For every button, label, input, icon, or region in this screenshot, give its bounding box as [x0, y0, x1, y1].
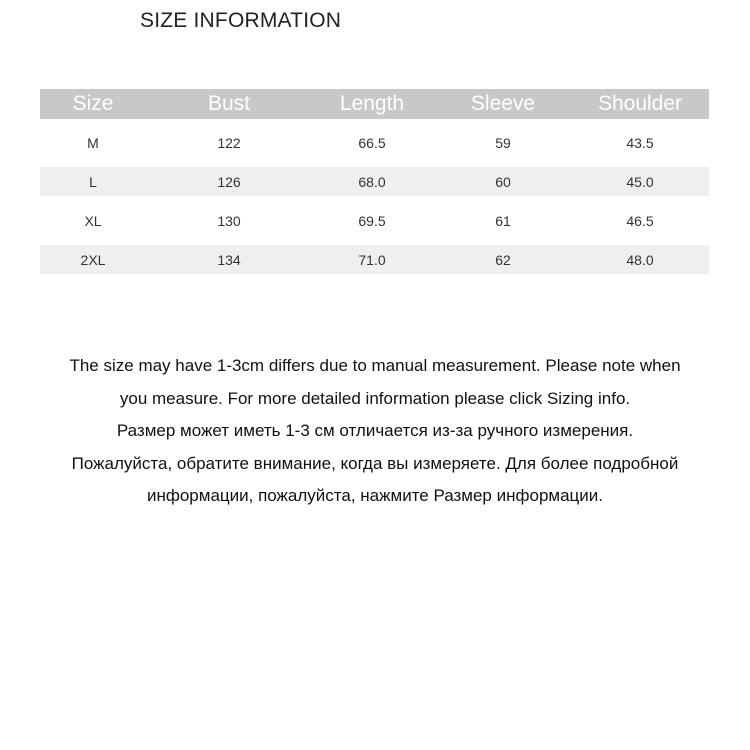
table-cell: 59	[495, 134, 511, 151]
table-row	[40, 167, 709, 196]
size-notes	[0, 350, 750, 513]
table-cell: 46.5	[626, 212, 654, 229]
table-cell: XL	[84, 212, 102, 229]
table-row	[40, 245, 709, 274]
table-cell: 61	[495, 212, 511, 229]
table-cell: 71.0	[358, 251, 386, 268]
table-cell: 69.5	[358, 212, 386, 229]
table-cell: 68.0	[358, 173, 386, 190]
table-cell: 126	[217, 173, 241, 190]
header-cell-shoulder: Shoulder	[597, 92, 683, 115]
note-line: Размер может иметь 1-3 см отличается из-за ручного измерения.	[116, 421, 634, 440]
table-cell: 60	[495, 173, 511, 190]
header-cell-size: Size	[72, 92, 114, 115]
page-title: SIZE INFORMATION	[140, 9, 342, 32]
note-line: The size may have 1-3cm differs due to manual measurement. Please note when	[69, 356, 681, 375]
note-line: you measure. For more detailed information please click Sizing info.	[119, 388, 631, 408]
table-header-row	[40, 89, 709, 119]
table-cell: 62	[495, 251, 511, 268]
table-cell: 45.0	[626, 173, 654, 190]
table-cell: 122	[217, 134, 241, 151]
table-cell: 48.0	[626, 251, 654, 268]
note-line: Пожалуйста, обратите внимание, когда вы измеряете. Для более подробной	[71, 453, 679, 473]
table-cell: 43.5	[626, 134, 654, 151]
table-cell: M	[87, 134, 99, 151]
table-cell: 130	[217, 212, 241, 229]
header-cell-length: Length	[339, 92, 405, 115]
size-table	[40, 89, 709, 279]
table-cell: 66.5	[358, 134, 386, 151]
table-cell: 2XL	[80, 251, 106, 268]
table-row	[40, 123, 709, 162]
table-cell: 134	[217, 251, 241, 268]
note-line: информации, пожалуйста, нажмите Размер информации.	[146, 486, 603, 505]
header-cell-bust: Bust	[207, 92, 251, 115]
table-row	[40, 201, 709, 240]
header-cell-sleeve: Sleeve	[470, 92, 536, 115]
table-cell: L	[89, 173, 97, 190]
